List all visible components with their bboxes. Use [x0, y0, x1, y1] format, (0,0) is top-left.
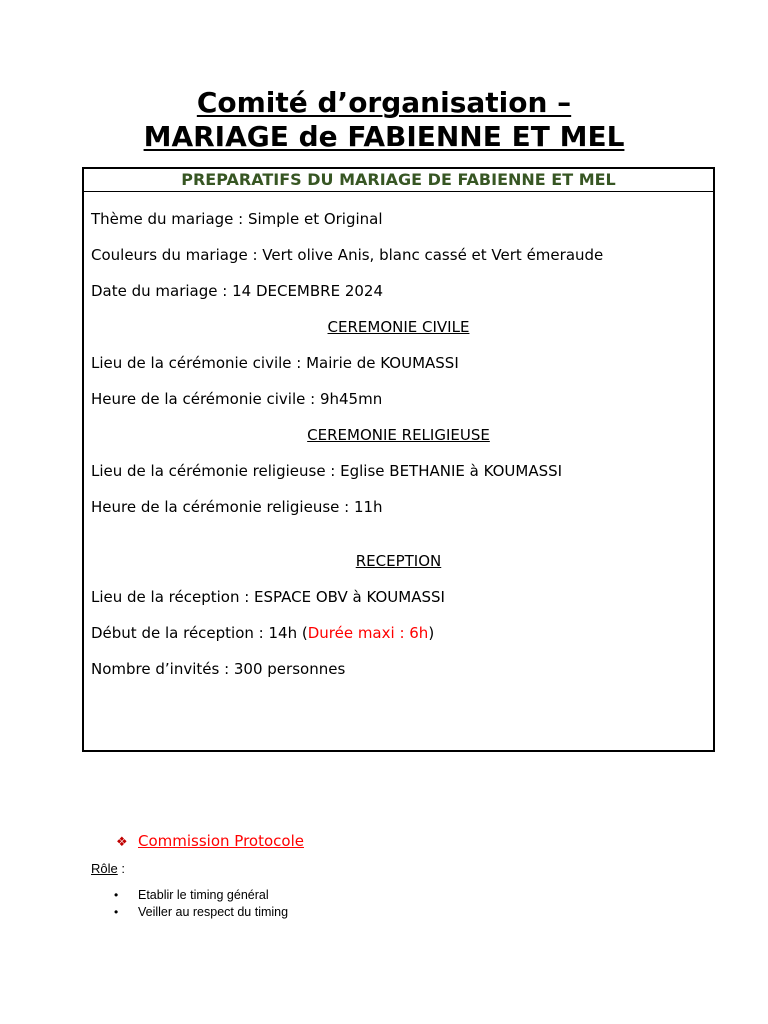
bullet-dot-icon: •: [114, 905, 119, 919]
reception-heading: RECEPTION: [355, 552, 442, 570]
document-title-line-2: MARIAGE de FABIENNE ET MEL: [143, 120, 625, 153]
role-label-colon: :: [117, 861, 125, 876]
religious-ceremony-time: Heure de la cérémonie religieuse : 11h: [91, 498, 383, 516]
task-text: Veiller au respect du timing: [138, 905, 289, 919]
reception-start-close: ): [428, 624, 435, 642]
preparations-table-header: PREPARATIFS DU MARIAGE DE FABIENNE ET MEL: [84, 169, 713, 192]
bullet-dot-icon: •: [114, 888, 119, 902]
role-label-text: Rôle: [91, 861, 118, 876]
list-item: [114, 904, 288, 921]
civil-ceremony-time: Heure de la cérémonie civile : 9h45mn: [91, 390, 383, 408]
religious-ceremony-heading: CEREMONIE RELIGIEUSE: [307, 426, 490, 444]
role-label: [91, 860, 125, 878]
reception-start-text: Début de la réception : 14h (: [91, 624, 308, 642]
wedding-theme: Thème du mariage : Simple et Original: [91, 210, 383, 228]
religious-ceremony-location: Lieu de la cérémonie religieuse : Eglise BETHANIE à KOUMASSI: [91, 462, 563, 480]
civil-ceremony-heading: CEREMONIE CIVILE: [327, 318, 470, 336]
list-item: [114, 887, 288, 904]
role-task-list: [114, 887, 288, 921]
commission-protocole-title: Commission Protocole: [138, 832, 304, 850]
civil-ceremony-location: Lieu de la cérémonie civile : Mairie de KOUMASSI: [91, 354, 459, 372]
preparations-table: [82, 167, 715, 752]
diamond-bullet-icon: ❖: [116, 835, 128, 850]
task-text: Etablir le timing général: [138, 888, 269, 902]
reception-location: Lieu de la réception : ESPACE OBV à KOUMASSI: [91, 588, 445, 606]
document-title-line-1: Comité d’organisation –: [196, 86, 572, 119]
wedding-date: Date du mariage : 14 DECEMBRE 2024: [91, 282, 383, 300]
guest-count: Nombre d’invités : 300 personnes: [91, 660, 346, 678]
wedding-colors: Couleurs du mariage : Vert olive Anis, blanc cassé et Vert émeraude: [91, 246, 604, 264]
reception-start: [91, 623, 434, 643]
commission-protocole: [116, 831, 304, 853]
reception-max-duration: Durée maxi : 6h: [307, 624, 429, 642]
